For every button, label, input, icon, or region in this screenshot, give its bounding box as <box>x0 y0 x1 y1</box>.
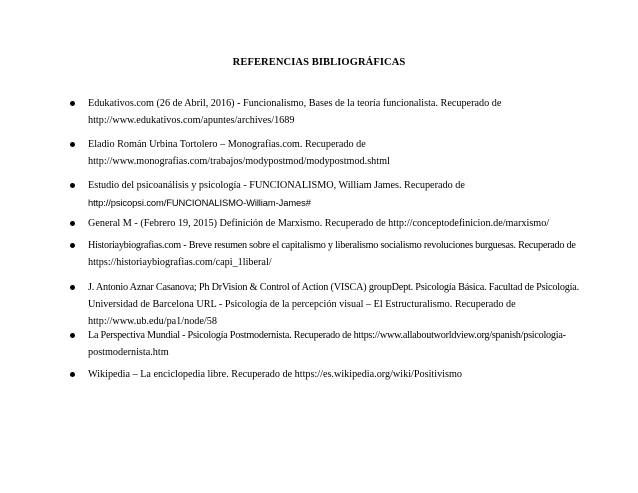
bullet-icon <box>70 221 75 226</box>
page-title: REFERENCIAS BIBLIOGRÁFICAS <box>232 57 406 68</box>
reference-text <box>88 327 590 361</box>
bullet-icon <box>70 372 75 377</box>
reference-url[interactable]: http://www.ub.edu/pa1/node/58 <box>88 316 217 327</box>
reference-url[interactable]: http://www.edukativos.com/apuntes/archives/1689 <box>88 115 295 126</box>
reference-line: J. Antonio Aznar Casanova; Ph DrVision & Control of Action (VISCA) groupDept. Psicología Básica. Facultad de Psicología. <box>88 282 579 293</box>
reference-text <box>88 237 590 271</box>
reference-line: General M - (Febrero 19, 2015) Definición de Marxismo. Recuperado de http://conceptodefinicion.de/marxismo/ <box>88 218 550 229</box>
reference-line: Eladio Román Urbina Tortolero – Monografias.com. Recuperado de <box>88 139 366 150</box>
reference-line: Universidad de Barcelona URL - Psicología de la percepción visual – El Estructuralismo. Recuperado de <box>88 299 516 310</box>
bullet-icon <box>70 333 75 338</box>
bullet-icon <box>70 243 75 248</box>
reference-url[interactable]: http://psicopsi.com/FUNCIONALISMO-William-James# <box>88 197 311 208</box>
reference-line: Edukativos.com (26 de Abril, 2016) - Funcionalismo, Bases de la teoría funcionalista. Recuperado de <box>88 98 502 109</box>
bullet-icon <box>70 183 75 188</box>
reference-url[interactable]: http://www.monografias.com/trabajos/modypostmod/modypostmod.shtml <box>88 156 390 167</box>
reference-line: Wikipedia – La enciclopedia libre. Recuperado de https://es.wikipedia.org/wiki/Positivismo <box>88 369 462 380</box>
reference-line: La Perspectiva Mundial - Psicología Postmodernista. Recuperado de https://www.allaboutworldview.org/spanish/psicologia- <box>88 330 566 341</box>
reference-line: Estudio del psicoanálisis y psicología - FUNCIONALISMO, William James. Recuperado de <box>88 180 465 191</box>
reference-url[interactable]: postmodernista.htm <box>88 347 169 358</box>
reference-text <box>88 279 590 330</box>
bullet-icon <box>70 142 75 147</box>
reference-line: Historiaybiografias.com - Breve resumen sobre el capitalismo y liberalismo socialismo revoluciones burguesas. Recuperado de <box>88 240 576 251</box>
reference-url[interactable]: https://historiaybiografias.com/capi_1liberal/ <box>88 257 272 268</box>
bullet-icon <box>70 101 75 106</box>
reference-text <box>88 215 590 232</box>
reference-text <box>88 95 590 129</box>
bullet-icon <box>70 285 75 290</box>
reference-text <box>88 177 590 211</box>
reference-text <box>88 136 590 170</box>
reference-text <box>88 366 590 383</box>
